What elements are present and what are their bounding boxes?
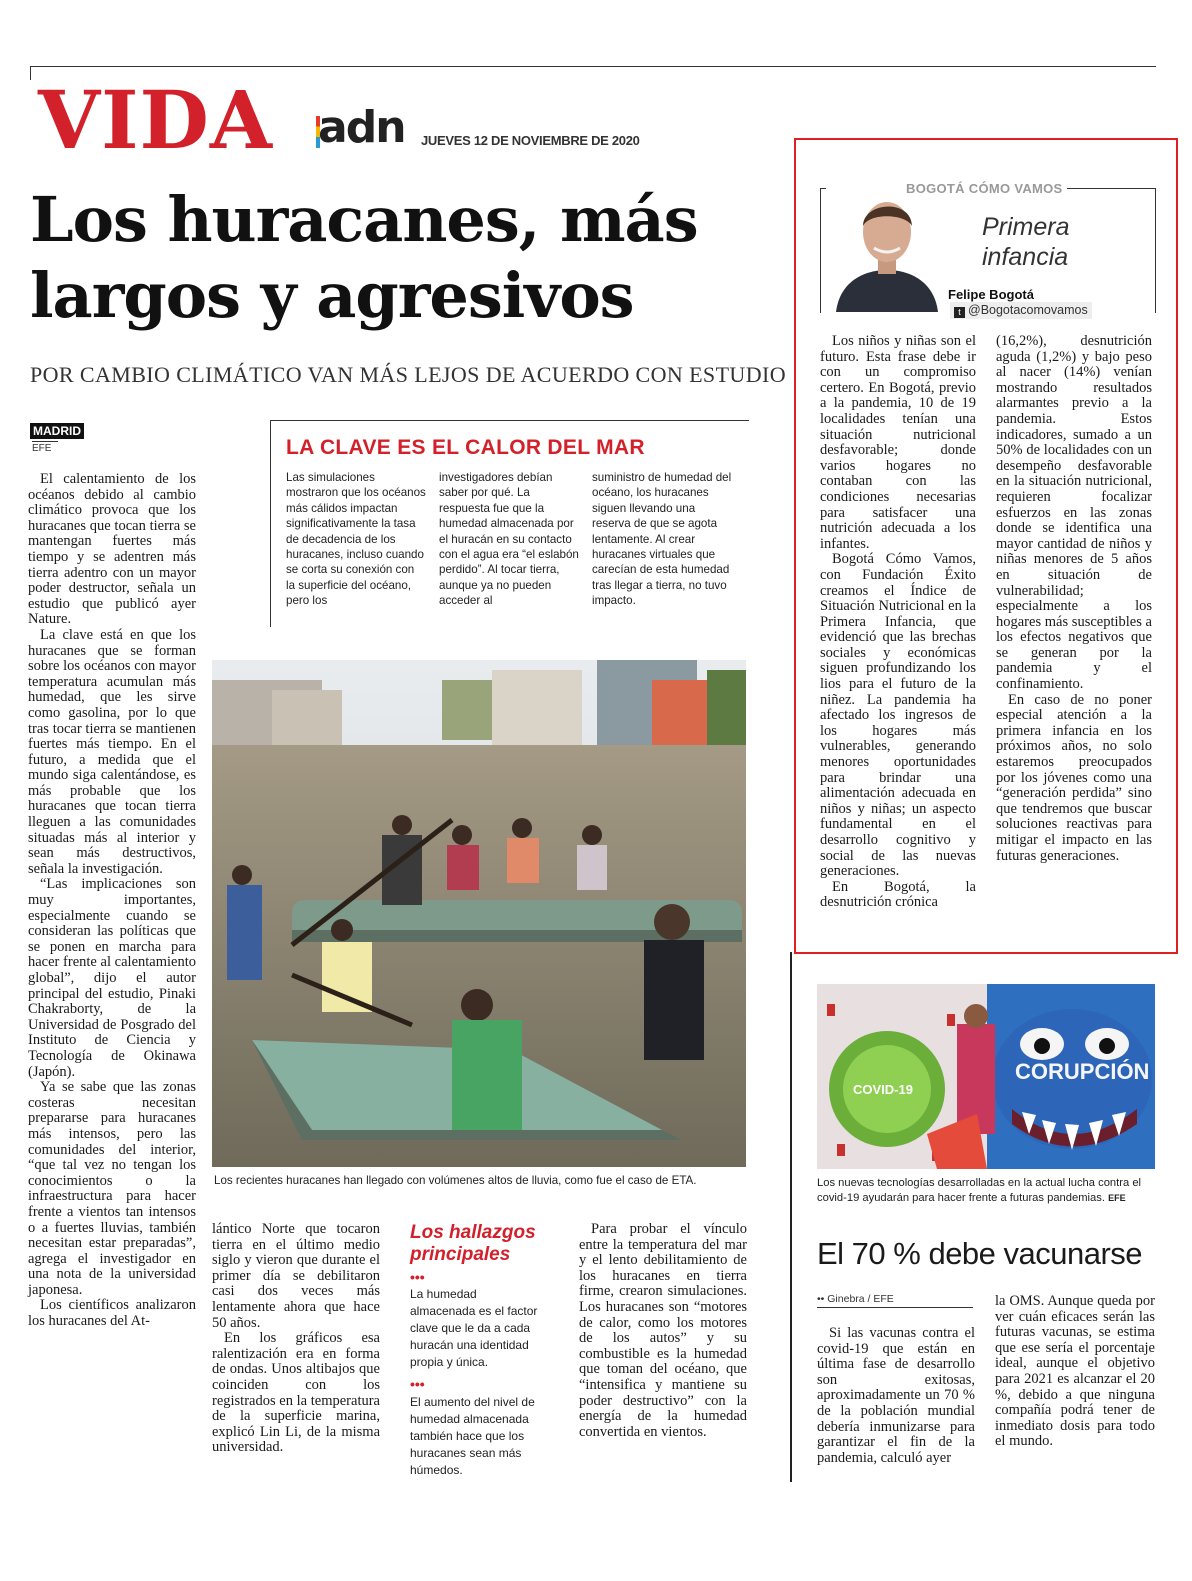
paragraph: (16,2%), desnutrición aguda (1,2%) y bajo peso al nacer (14%) venían mostrando resultados alarmantes previo a la pandemia. Estos indicadores, sumado a un 50% de localidades con un desempeño desfavorable en la situación nutricional, requieren focalizar esfuerzos en las zonas donde se identifica una mayor cantidad de niños y niñas menores de 5 años en situación de vulnerabilidad; especialmente a los hogares más susceptibles a los efectos negativos que se generan por la pandemia y el confinamiento. (996, 333, 1152, 693)
mural-photo-caption (817, 1176, 1157, 1206)
top-rule-tick (30, 66, 31, 80)
article-column-3 (579, 1222, 747, 1440)
headline-line-2: largos y agresivos (30, 259, 634, 332)
section-title: VIDA (38, 73, 273, 167)
author-avatar (826, 188, 948, 312)
paragraph: La clave está en que los huracanes que se forman sobre los océanos con mayor temperatura acumulan más humedad, que les sirve como gasolina, por lo que tras tocar tierra se mantienen fuertes más tiempo. En el futuro, a medida que el mundo siga calentándose, es más probable que los huracanes que tocan tierra lleguen a las comunidades situadas más al interior y sean más destructivos, señala la investigación. (28, 626, 196, 877)
paragraph: Si las vacunas contra el covid-19 que están en última fase de desarrollo son exitosas, aproximadamente un 70 % de la población mundial debería inmunizarse para garantizar el fin de la pandemia, calculó ayer (817, 1325, 975, 1466)
paragraph: Para probar el vínculo entre la temperatura del mar y el lento debilitamiento de los huracanes en tierra firme, crearon simulaciones. Los huracanes son “motores de calor, como los motores de los autos” y su combustible es la humedad que toman del océano, que “intensifica y mantiene su poder destructivo” con la energía de la humedad convertida en vientos. (579, 1221, 747, 1440)
paragraph: Los científicos analizaron los huracanes del At- (28, 1297, 196, 1330)
opinion-column-1 (820, 334, 976, 911)
mural-covid-text: COVID-19 (853, 1082, 913, 1097)
brand-logo: adn (318, 102, 405, 153)
flood-photo (212, 660, 746, 1167)
paragraph: En los gráficos esa ralentización era en forma de ondas. Unos altibajos que coinciden con los registrados en la temperatura de la superficie marina, explicó Lin Li, de la misma universidad. (212, 1330, 380, 1456)
vaccine-dateline: •• Ginebra / EFE (817, 1293, 973, 1308)
key-box-title: LA CLAVE ES EL CALOR DEL MAR (286, 436, 645, 459)
findings-bullet: ••• (410, 1376, 425, 1392)
key-box-column-3: suministro de humedad del océano, los huracanes siguen llevando una reserva de que se agota lentamente. Al crear huracanes virtuales que carecían de esta humedad tras llegar a tierra, no tuvo impacto. (592, 471, 732, 608)
paragraph: lántico Norte que tocaron tierra en el último medio siglo y vieron que durante el primer día se debilitaron casi dos veces más lentamente ahora que hace 50 años. (212, 1221, 380, 1331)
finding-item: El aumento del nivel de humedad almacenada también hace que los huracanes sean más húmedos. (410, 1395, 535, 1477)
mural-corruption-text: CORUPCIÓN (1015, 1059, 1150, 1084)
opinion-section-label: BOGOTÁ CÓMO VAMOS (902, 181, 1067, 196)
column-divider (790, 952, 792, 1482)
author-handle[interactable] (950, 302, 1092, 319)
paragraph: Ya se sabe que las zonas costeras necesitan prepararse para huracanes más intensos, pero las comunidades del interior, “que tal vez no tengan los conocimientos o la infraestructura para hacer frente a vientos tan intensos o a fuertes lluvias, también necesitan estar preparadas”, agrega el investigador en una nota de la universidad japonesa. (28, 1079, 196, 1298)
opinion-title-line-2: infancia (982, 243, 1069, 271)
dateline: MADRID (30, 423, 84, 439)
article-column-1 (28, 472, 196, 1330)
paragraph: la OMS. Aunque queda por ver cuán eficaces serán las futuras vacunas, se estima que ese sería el porcentaje ideal, aunque el objetivo para 2021 es alcanzar el 20 %, debido a que ninguna compañía podrá tener de inmediato dosis para todo el mundo. (995, 1293, 1155, 1450)
mural-photo (817, 984, 1155, 1169)
paragraph: El calentamiento de los océanos debido al cambio climático provoca que los huracanes que tocan tierra se mantengan fuertes más tiempo y se adentren más tierra adentro con un mayor poder destructor, señala un estudio que publicó ayer Nature. (28, 471, 196, 628)
agency-credit: EFE (32, 441, 58, 454)
flood-photo-caption: Los recientes huracanes han llegado con volúmenes altos de lluvia, como fue el caso de ETA. (214, 1174, 697, 1187)
vaccine-column-1 (817, 1326, 975, 1466)
subheadline: POR CAMBIO CLIMÁTICO VAN MÁS LEJOS DE ACUERDO CON ESTUDIO (30, 362, 786, 387)
paragraph: En Bogotá, la desnutrición crónica (820, 878, 976, 911)
opinion-title-line-1: Primera (982, 213, 1070, 241)
article-column-2 (212, 1222, 380, 1456)
opinion-column-2 (996, 334, 1152, 864)
findings-bullet: ••• (410, 1269, 425, 1285)
key-box-column-1: Las simulaciones mostraron que los océanos más cálidos impactan significativamente la tasa de decadencia de los huracanes, incluso cuando se corta su conexión con la superficie del océano, pero los (286, 471, 426, 608)
findings-title-line-1: Los hallazgos (410, 1222, 536, 1243)
author-name: Felipe Bogotá (948, 287, 1034, 302)
top-rule (30, 66, 1156, 67)
opinion-title (982, 212, 1070, 272)
findings-title-line-2: principales (410, 1244, 511, 1265)
vaccine-column-2 (995, 1294, 1155, 1450)
key-box-column-2: investigadores debían saber por qué. La respuesta fue que la humedad almacenada por el huracán en su contacto con el agua era “el eslabón perdido”. Al tocar tierra, aunque ya no pueden acceder al (439, 471, 579, 608)
mural-caption-agency: EFE (1108, 1193, 1126, 1203)
findings-title (410, 1222, 536, 1266)
mural-caption-text: Los nuevas tecnologías desarrolladas en la actual lucha contra el covid-19 ayudarán para hacer frente a futuras pandemias. (817, 1177, 1142, 1204)
finding-item: La humedad almacenada es el factor clave que le da a cada huracán una identidad propia y única. (410, 1287, 538, 1369)
vaccine-article-title: El 70 % debe vacunarse (817, 1236, 1143, 1271)
paragraph: “Las implicaciones son muy importantes, especialmente cuando se consideran las políticas que se ponen en marcha para hacer frente al calentamiento global”, dijo el autor principal del estudio, Pinaki Chakraborty, de la Universidad de Posgrado del Instituto de Ciencia y Tecnología de Okinawa (Japón). (28, 876, 196, 1080)
issue-date: JUEVES 12 DE NOVIEMBRE DE 2020 (421, 133, 640, 148)
twitter-icon: t (954, 307, 965, 318)
headline (30, 182, 770, 334)
author-handle-text: @Bogotacomovamos (968, 303, 1088, 317)
paragraph: Los niños y niñas son el futuro. Esta frase debe ir con un compromiso certero. En Bogotá, previo a la pandemia, 10 de 19 localidades tenían una situación nutricional desfavorable; donde varios hogares no contaban con las condiciones necesarias para satisfacer una nutrición adecuada a los infantes. (820, 333, 976, 552)
headline-line-1: Los huracanes, más (30, 183, 698, 256)
paragraph: Bogotá Cómo Vamos, con Fundación Éxito creamos el Índice de Situación Nutricional en la Primera Infancia, que evidenció que las brechas sociales y económicas siguen profundizando los lios para el futuro de la niñez. La pandemia ha afectado los ingresos de los hogares más vulnerables, generando menores oportunidades para brindar una alimentación adecuada en niños y niñas; un aspecto fundamental en el desarrollo cognitivo y social de las nuevas generaciones. (820, 551, 976, 880)
paragraph: En caso de no poner especial atención a la primera infancia en los próximos años, no solo estaremos preocupados por los jóvenes como una “generación perdida” sino que tendremos que buscar soluciones reactivas para mitigar el impacto en las futuras generaciones. (996, 691, 1152, 864)
